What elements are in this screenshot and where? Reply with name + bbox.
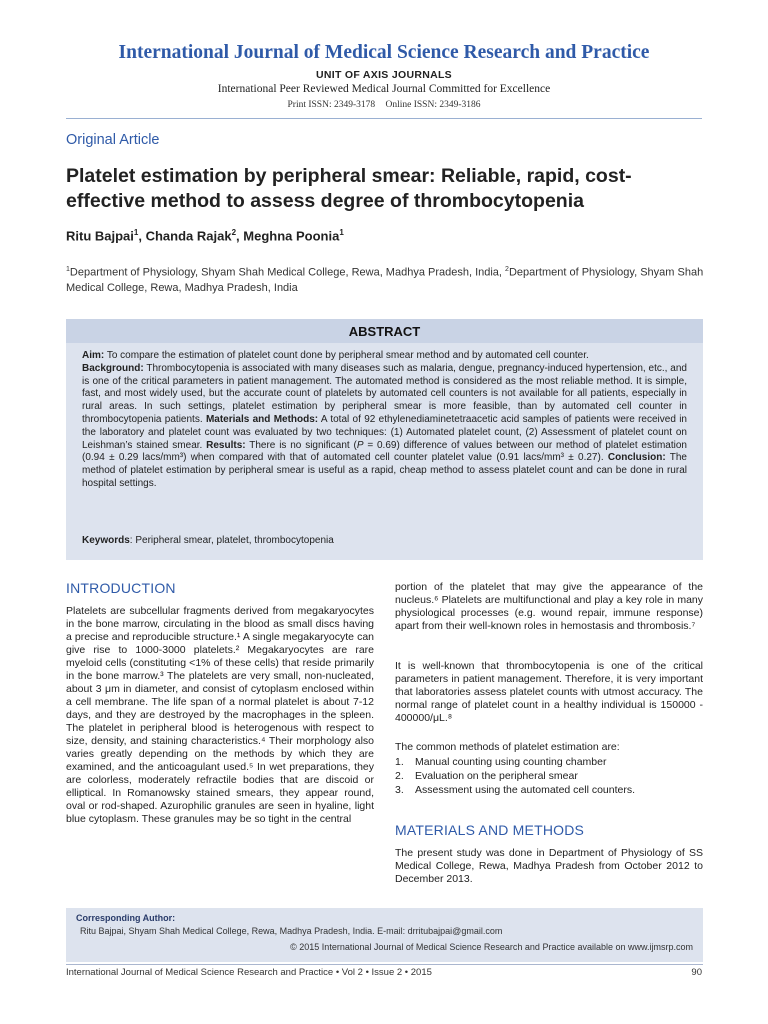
footer-divider — [66, 964, 703, 965]
affiliation-mark: 1 — [66, 266, 70, 273]
keywords — [82, 535, 687, 546]
methods-heading: MATERIALS AND METHODS — [395, 822, 585, 838]
corresponding-author-box — [66, 908, 703, 962]
list-item — [395, 769, 703, 783]
list-item — [395, 755, 703, 769]
abstract-background-label: Background: — [82, 362, 144, 374]
abstract-aim: To compare the estimation of platelet count done by peripheral smear method and by automated cell counter. — [104, 350, 589, 361]
affiliations — [66, 262, 706, 297]
online-issn: Online ISSN: 2349-3186 — [385, 100, 481, 110]
abstract-results-b: = 0.69) difference of values between our method of platelet estimation (0.94 ± 0.29 lacs/mm³) when compared with that of automated cell counter platelet value (0.91 lacs/mm³ ± 0.27). — [82, 439, 687, 464]
affiliation-mark: 2 — [505, 266, 509, 273]
keywords-label: Keywords — [82, 535, 130, 546]
affiliation-text: Department of Physiology, Shyam Shah Medical College, Rewa, Madhya Pradesh, India, — [69, 266, 506, 279]
affiliation-text: Department of Physiology, Shyam Shah Medical College, Rewa, Madhya Pradesh, India — [66, 266, 704, 295]
list-text: Evaluation on the peripheral smear — [415, 770, 578, 782]
journal-title: International Journal of Medical Science Research and Practice — [118, 42, 650, 63]
corresponding-author-label: Corresponding Author: — [76, 913, 176, 923]
list-item — [395, 783, 703, 797]
page-number: 90 — [691, 967, 702, 978]
introduction-paragraph: The common methods of platelet estimation are: — [395, 741, 620, 753]
abstract-methods-label: Materials and Methods: — [205, 413, 319, 425]
abstract-results-a: There is no significant ( — [245, 439, 357, 451]
author-name: Meghna Poonia — [243, 228, 340, 244]
abstract-results-label: Results: — [206, 439, 246, 451]
journal-unit: UNIT OF AXIS JOURNALS — [315, 69, 452, 81]
introduction-paragraph: portion of the platelet that may give the appearance of the nucleus.⁶ Platelets are multifunctional and play a key role in many physiological processes (e.g. wound repair, immune response) apart from their well-known roles in hemostasis and thrombosis.⁷ — [395, 581, 703, 632]
abstract-p-symbol: P — [356, 439, 364, 451]
author-affiliation-mark: 1 — [339, 228, 344, 237]
list-number: 1. — [395, 756, 404, 768]
print-issn: Print ISSN: 2349-3178 — [287, 100, 376, 110]
abstract-methods: A total of 92 ethylenediaminetetraacetic acid samples of patients were received in the laboratory and platelet count was evaluated by two techniques: (1) Automated platelet count, (2) Assessment of platelet count on Leishman’s stained smear. — [82, 413, 687, 451]
abstract-body — [82, 350, 687, 491]
abstract-aim-label: Aim: — [82, 350, 105, 361]
copyright-line — [66, 942, 703, 952]
abstract-background: Thrombocytopenia is associated with many diseases such as malaria, dengue, pregnancy-induced hypertension, etc., and is one of the critical parameters in patient management. The automated method is considered as the most reliable method. It is simple, fast, and most widely used, but the accurate count of platelets by automated cell counters is not available for all patients, especially in rural areas. In such settings, platelet estimation by peripheral smear is more feasible, than by automated cell counter in thrombocytopenia patients. — [82, 362, 687, 425]
introduction-paragraph: Platelets are subcellular fragments derived from megakaryocytes in the bone marrow, circulating in the blood as small discs having a precise and reproducible structure.¹ A single megakaryocyte can give rise to 1000-3000 platelets.² Megakaryocytes are rare myeloid cells (constituting <1% of these cells) that reside primarily in the bone marrow.³ The platelets are very small, non-nucleated, about 3 μm in diameter, and consist of cytoplasm enclosed within a cell membrane. The life span of a normal platelet is about 7-12 days, and they are destroyed by the macrophages in the spleen. The platelet in peripheral blood is heterogenous with respect to size, density, and staining characteristics.⁴ Their morphology also varies greatly depending on the methods by which they are examined, and the anticoagulant used.⁵ In wet preparations, they are colorless, moderately refractile bodies that are discoid or elliptical. In Romanowsky stained smears, they appear round, oval or rod-shaped. Azurophilic granules are seen in hyaline, light blue cytoplasm. These granules may be so tight in the central — [66, 605, 374, 825]
author-list: Ritu Bajpai$^1$, Chanda Rajak$^2$, Meghna Poonia$^1$ — [66, 228, 344, 244]
footer-citation: International Journal of Medical Science Research and Practice • Vol 2 • Issue 2 • 2015 — [66, 967, 432, 978]
keywords-list: : Peripheral smear, platelet, thrombocytopenia — [129, 535, 334, 546]
author-name: Chanda Rajak — [145, 228, 232, 244]
author-affiliation-mark: 1 — [133, 228, 139, 237]
abstract-box — [66, 319, 703, 560]
header-divider — [66, 118, 702, 119]
list-text: Assessment using the automated cell counters. — [415, 784, 636, 796]
article-title: Platelet estimation by peripheral smear: Reliable, rapid, cost-effective method to assess degree of thrombocytopenia — [66, 165, 632, 212]
article-type: Original Article — [66, 132, 160, 148]
author-name: Ritu Bajpai — [66, 228, 134, 244]
abstract-conclusion: The method of platelet estimation by peripheral smear is useful as a rapid, cheap method to assess platelet count and can be done in rural hospital settings. — [82, 452, 687, 489]
platelet-methods-list — [395, 755, 703, 797]
introduction-heading: INTRODUCTION — [66, 580, 176, 596]
copyright-text: © 2015 International Journal of Medical Science Research and Practice available on www.ijmsrp.com — [290, 942, 693, 952]
list-number: 3. — [395, 784, 404, 796]
introduction-paragraph: It is well-known that thrombocytopenia is one of the critical parameters in patient management. Therefore, it is very important that laboratories assess platelet counts with utmost accuracy. The normal range of platelet count in a healthy individual is 150000 - 400000/μL.⁸ — [395, 660, 703, 724]
issn-line — [0, 100, 768, 110]
abstract-conclusion-label: Conclusion: — [607, 452, 666, 464]
corresponding-author-details: Ritu Bajpai, Shyam Shah Medical College, Rewa, Madhya Pradesh, India. E-mail: drritubajpai@gmail.com — [80, 926, 503, 936]
list-text: Manual counting using counting chamber — [415, 756, 607, 768]
author-affiliation-mark: 2 — [231, 228, 237, 237]
journal-tagline: International Peer Reviewed Medical Journal Committed for Excellence — [217, 83, 551, 95]
abstract-heading: ABSTRACT — [66, 319, 703, 343]
list-number: 2. — [395, 770, 404, 782]
methods-paragraph: The present study was done in Department of Physiology of SS Medical College, Rewa, Madhya Pradesh from October 2012 to December 2013. — [395, 847, 703, 885]
